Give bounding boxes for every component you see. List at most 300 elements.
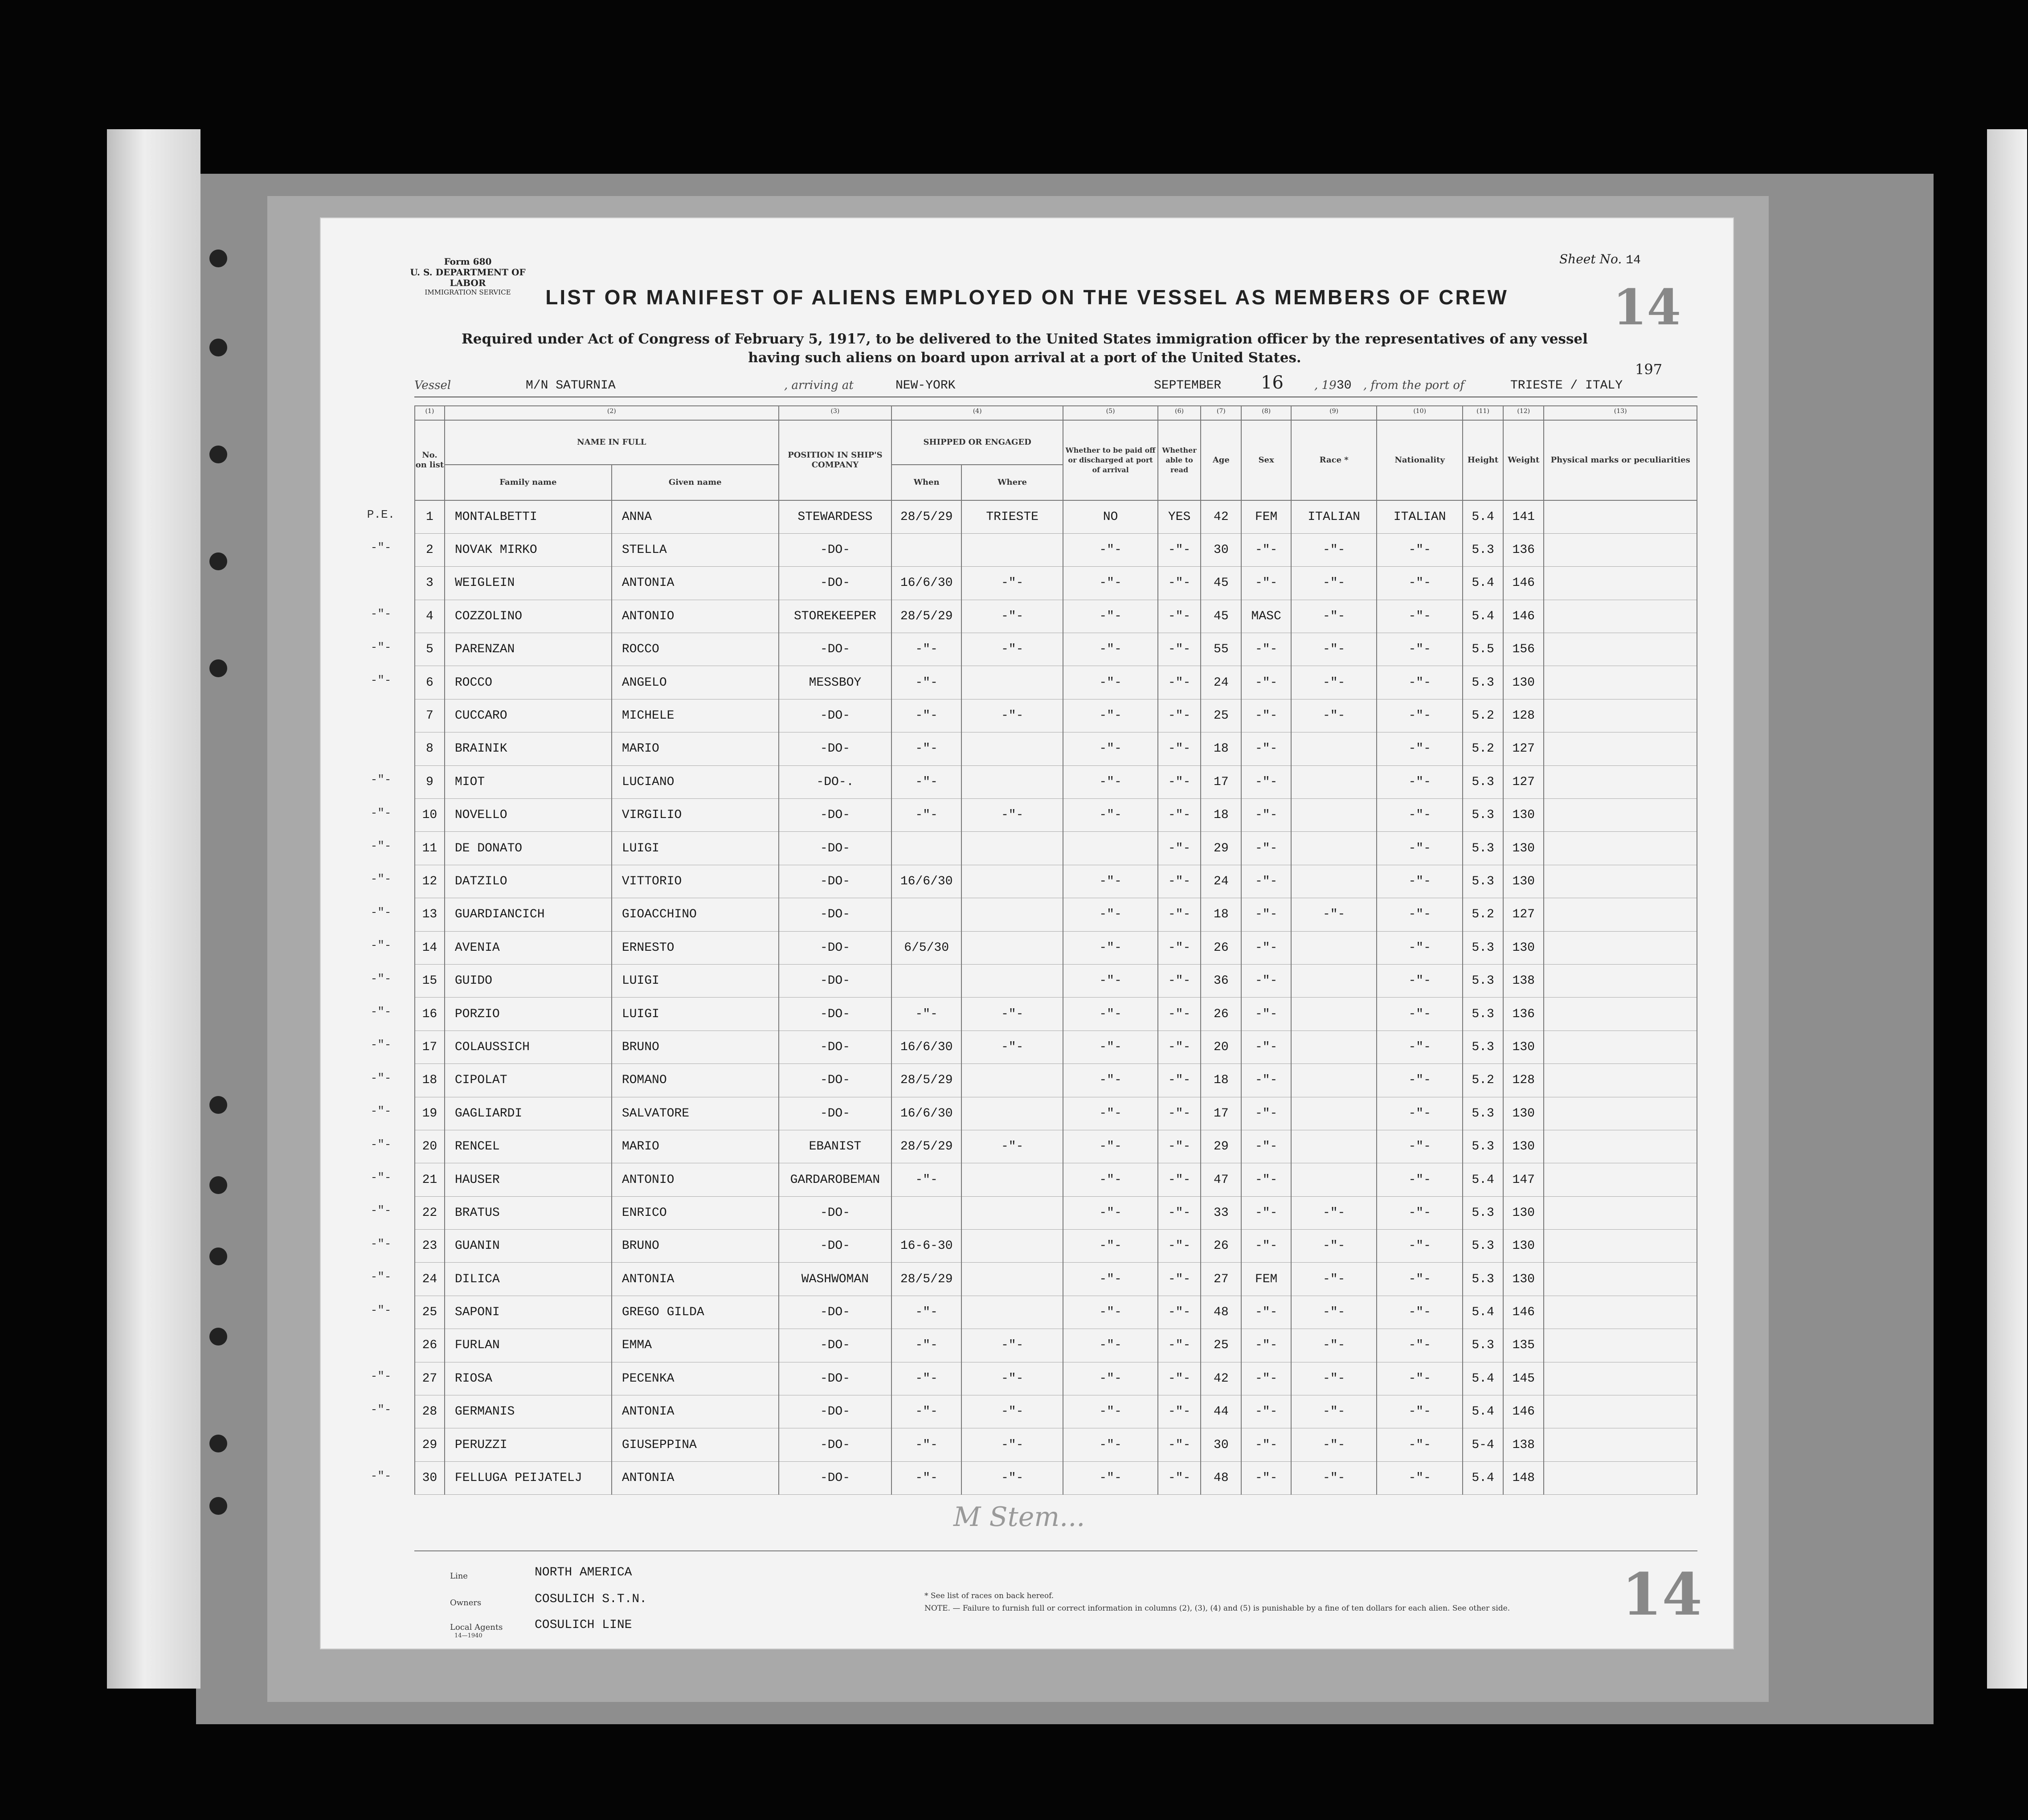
- cell-shipped-when: 16/6/30: [891, 567, 961, 600]
- cell-age: 26: [1201, 1230, 1241, 1263]
- cell-race: -"-: [1291, 1461, 1377, 1494]
- cell-given-name: ANGELO: [612, 666, 779, 699]
- cell-sex: -"-: [1241, 1230, 1291, 1263]
- cell-nationality: -"-: [1377, 567, 1463, 600]
- sheet-number: [1559, 252, 1641, 267]
- cell-shipped-where: -"-: [961, 699, 1063, 732]
- cell-sex: -"-: [1241, 1064, 1291, 1097]
- cell-given-name: ANTONIA: [612, 567, 779, 600]
- arrival-year: 30: [1337, 379, 1352, 393]
- cell-family-name: MONTALBETTI: [445, 500, 612, 533]
- cell-shipped-where: -"-: [961, 1428, 1063, 1461]
- cell-nationality: -"-: [1377, 1031, 1463, 1063]
- cell-given-name: BRUNO: [612, 1031, 779, 1063]
- cell-shipped-when: [891, 533, 961, 566]
- cell-height: 5.3: [1463, 865, 1503, 898]
- cell-height: 5.4: [1463, 600, 1503, 633]
- table-row: [415, 633, 1697, 666]
- cell-sex: -"-: [1241, 799, 1291, 832]
- cell-sex: -"-: [1241, 1196, 1291, 1229]
- cell-family-name: NOVELLO: [445, 799, 612, 832]
- cell-family-name: COLAUSSICH: [445, 1031, 612, 1063]
- cell-age: 26: [1201, 931, 1241, 964]
- cell-family-name: GUIDO: [445, 964, 612, 997]
- cell-position: -DO-: [779, 699, 891, 732]
- header-height: Height: [1463, 420, 1503, 500]
- margin-mark: P.E.: [367, 508, 395, 521]
- cell-shipped-where: [961, 832, 1063, 865]
- binder-hole: [209, 1497, 227, 1515]
- cell-paid-off: -"-: [1063, 699, 1158, 732]
- cell-sex: -"-: [1241, 1362, 1291, 1395]
- cell-weight: 130: [1503, 832, 1544, 865]
- table-row: [415, 898, 1697, 931]
- cell-position: -DO-: [779, 1362, 891, 1395]
- cell-height: 5.4: [1463, 1362, 1503, 1395]
- cell-row-number: 5: [415, 633, 445, 666]
- page-subtitle: Required under Act of Congress of February 5, 1917, to be delivered to the United States immigration officer by the representatives of any vessel having such aliens on board upon arrival at a port of the United States.: [462, 331, 1588, 366]
- manifest-footer: [414, 1550, 1702, 1640]
- cell-nationality: -"-: [1377, 1461, 1463, 1494]
- cell-given-name: STELLA: [612, 533, 779, 566]
- cell-age: 48: [1201, 1296, 1241, 1329]
- cell-family-name: FELLUGA PEIJATELJ: [445, 1461, 612, 1494]
- cell-shipped-where: [961, 666, 1063, 699]
- sheet-stamp-top: 14: [1613, 278, 1681, 336]
- cell-shipped-when: [891, 898, 961, 931]
- cell-given-name: ANTONIA: [612, 1461, 779, 1494]
- cell-physical-marks: [1544, 1130, 1697, 1163]
- cell-shipped-when: -"-: [891, 1163, 961, 1196]
- cell-age: 24: [1201, 865, 1241, 898]
- cell-sex: -"-: [1241, 1097, 1291, 1130]
- cell-shipped-where: [961, 533, 1063, 566]
- cell-height: 5.4: [1463, 567, 1503, 600]
- cell-position: -DO-: [779, 1097, 891, 1130]
- cell-paid-off: -"-: [1063, 1230, 1158, 1263]
- header-age: Age: [1201, 420, 1241, 500]
- table-row: [415, 699, 1697, 732]
- cell-nationality: -"-: [1377, 1230, 1463, 1263]
- cell-shipped-when: -"-: [891, 998, 961, 1031]
- cell-position: -DO-: [779, 1428, 891, 1461]
- cell-able-to-read: -"-: [1158, 1097, 1201, 1130]
- cell-shipped-when: 16-6-30: [891, 1230, 961, 1263]
- cell-age: 25: [1201, 699, 1241, 732]
- cell-row-number: 27: [415, 1362, 445, 1395]
- cell-race: [1291, 832, 1377, 865]
- cell-given-name: MARIO: [612, 732, 779, 765]
- cell-race: [1291, 931, 1377, 964]
- cell-shipped-when: -"-: [891, 732, 961, 765]
- cell-shipped-where: [961, 1097, 1063, 1130]
- cell-row-number: 8: [415, 732, 445, 765]
- cell-able-to-read: -"-: [1158, 865, 1201, 898]
- cell-physical-marks: [1544, 832, 1697, 865]
- margin-mark: -"-: [370, 1469, 392, 1483]
- cell-shipped-where: [961, 765, 1063, 798]
- cell-shipped-when: -"-: [891, 1296, 961, 1329]
- cell-race: -"-: [1291, 1196, 1377, 1229]
- binder-hole: [209, 1176, 227, 1194]
- cell-nationality: -"-: [1377, 1097, 1463, 1130]
- cell-paid-off: -"-: [1063, 1163, 1158, 1196]
- cell-physical-marks: [1544, 898, 1697, 931]
- cell-age: 25: [1201, 1329, 1241, 1362]
- cell-given-name: ANTONIO: [612, 1163, 779, 1196]
- cell-weight: 135: [1503, 1329, 1544, 1362]
- cell-row-number: 2: [415, 533, 445, 566]
- cell-given-name: ERNESTO: [612, 931, 779, 964]
- cell-age: 44: [1201, 1395, 1241, 1428]
- cell-weight: 128: [1503, 1064, 1544, 1097]
- cell-able-to-read: -"-: [1158, 931, 1201, 964]
- handwritten-signature: M Stem...: [953, 1501, 1085, 1533]
- cell-physical-marks: [1544, 1329, 1697, 1362]
- cell-physical-marks: [1544, 1395, 1697, 1428]
- cell-paid-off: NO: [1063, 500, 1158, 533]
- cell-sex: -"-: [1241, 865, 1291, 898]
- cell-weight: 146: [1503, 1296, 1544, 1329]
- cell-height: 5.3: [1463, 832, 1503, 865]
- cell-height: 5.4: [1463, 1163, 1503, 1196]
- margin-mark: -"-: [370, 674, 392, 687]
- cell-height: 5.2: [1463, 1064, 1503, 1097]
- cell-height: 5.2: [1463, 732, 1503, 765]
- cell-able-to-read: -"-: [1158, 1395, 1201, 1428]
- cell-height: 5.4: [1463, 1395, 1503, 1428]
- cell-able-to-read: -"-: [1158, 1163, 1201, 1196]
- table-row: [415, 1362, 1697, 1395]
- cell-paid-off: -"-: [1063, 1064, 1158, 1097]
- cell-position: -DO-: [779, 732, 891, 765]
- cell-age: 36: [1201, 964, 1241, 997]
- cell-height: 5.2: [1463, 699, 1503, 732]
- cell-able-to-read: -"-: [1158, 1263, 1201, 1296]
- cell-position: -DO-: [779, 832, 891, 865]
- cell-physical-marks: [1544, 964, 1697, 997]
- binder-hole: [209, 1328, 227, 1346]
- cell-physical-marks: [1544, 1230, 1697, 1263]
- cell-able-to-read: -"-: [1158, 898, 1201, 931]
- cell-shipped-when: -"-: [891, 1461, 961, 1494]
- cell-position: -DO-: [779, 1064, 891, 1097]
- cell-sex: -"-: [1241, 1461, 1291, 1494]
- cell-race: -"-: [1291, 600, 1377, 633]
- header-shipped: SHIPPED OR ENGAGED: [891, 420, 1063, 465]
- binder-hole: [209, 1096, 227, 1114]
- owners-label: Owners: [450, 1598, 482, 1607]
- cell-weight: 145: [1503, 1362, 1544, 1395]
- cell-family-name: RENCEL: [445, 1130, 612, 1163]
- table-row: [415, 832, 1697, 865]
- cell-height: 5.3: [1463, 998, 1503, 1031]
- cell-weight: 136: [1503, 533, 1544, 566]
- cell-physical-marks: [1544, 633, 1697, 666]
- cell-shipped-where: [961, 964, 1063, 997]
- table-row: [415, 1329, 1697, 1362]
- margin-mark: -"-: [370, 1005, 392, 1018]
- cell-shipped-where: [961, 1196, 1063, 1229]
- cell-able-to-read: -"-: [1158, 666, 1201, 699]
- cell-shipped-where: -"-: [961, 633, 1063, 666]
- cell-row-number: 24: [415, 1263, 445, 1296]
- cell-race: [1291, 1130, 1377, 1163]
- vessel-label: Vessel: [414, 379, 451, 392]
- cell-race: -"-: [1291, 1263, 1377, 1296]
- cell-weight: 148: [1503, 1461, 1544, 1494]
- margin-mark: -"-: [370, 1104, 392, 1118]
- cell-physical-marks: [1544, 666, 1697, 699]
- cell-family-name: NOVAK MIRKO: [445, 533, 612, 566]
- binder-hole: [209, 249, 227, 267]
- cell-shipped-where: [961, 1230, 1063, 1263]
- margin-mark: -"-: [370, 905, 392, 919]
- cell-nationality: -"-: [1377, 964, 1463, 997]
- cell-position: -DO-: [779, 633, 891, 666]
- cell-height: 5.4: [1463, 1461, 1503, 1494]
- cell-height: 5.3: [1463, 666, 1503, 699]
- cell-nationality: -"-: [1377, 832, 1463, 865]
- cell-able-to-read: -"-: [1158, 1196, 1201, 1229]
- cell-physical-marks: [1544, 1296, 1697, 1329]
- cell-paid-off: -"-: [1063, 931, 1158, 964]
- cell-shipped-where: -"-: [961, 1461, 1063, 1494]
- cell-family-name: COZZOLINO: [445, 600, 612, 633]
- cell-height: 5.3: [1463, 1196, 1503, 1229]
- cell-height: 5.3: [1463, 1130, 1503, 1163]
- cell-paid-off: -"-: [1063, 1329, 1158, 1362]
- cell-weight: 138: [1503, 1428, 1544, 1461]
- cell-race: [1291, 765, 1377, 798]
- cell-given-name: ANNA: [612, 500, 779, 533]
- cell-age: 33: [1201, 1196, 1241, 1229]
- cell-height: 5.2: [1463, 898, 1503, 931]
- cell-paid-off: -"-: [1063, 1461, 1158, 1494]
- cell-paid-off: -"-: [1063, 1031, 1158, 1063]
- cell-sex: -"-: [1241, 1296, 1291, 1329]
- cell-weight: 127: [1503, 898, 1544, 931]
- departure-port: TRIESTE / ITALY: [1510, 379, 1623, 393]
- cell-able-to-read: -"-: [1158, 799, 1201, 832]
- cell-height: 5.3: [1463, 533, 1503, 566]
- cell-sex: -"-: [1241, 666, 1291, 699]
- cell-nationality: -"-: [1377, 898, 1463, 931]
- cell-row-number: 22: [415, 1196, 445, 1229]
- cell-family-name: DATZILO: [445, 865, 612, 898]
- cell-given-name: LUCIANO: [612, 765, 779, 798]
- cell-given-name: VITTORIO: [612, 865, 779, 898]
- cell-able-to-read: -"-: [1158, 1428, 1201, 1461]
- cell-family-name: PORZIO: [445, 998, 612, 1031]
- cell-weight: 130: [1503, 1263, 1544, 1296]
- cell-weight: 127: [1503, 732, 1544, 765]
- margin-mark: -"-: [370, 806, 392, 820]
- cell-paid-off: -"-: [1063, 765, 1158, 798]
- cell-weight: 130: [1503, 1130, 1544, 1163]
- right-binder-strip: [1987, 129, 2027, 1689]
- cell-age: 42: [1201, 500, 1241, 533]
- cell-nationality: -"-: [1377, 1296, 1463, 1329]
- arriving-label: , arriving at: [784, 379, 854, 392]
- cell-sex: -"-: [1241, 1329, 1291, 1362]
- margin-mark: -"-: [370, 1270, 392, 1284]
- cell-sex: -"-: [1241, 1395, 1291, 1428]
- cell-given-name: LUIGI: [612, 964, 779, 997]
- cell-family-name: CUCCARO: [445, 699, 612, 732]
- cell-paid-off: -"-: [1063, 865, 1158, 898]
- header-sex: Sex: [1241, 420, 1291, 500]
- cell-shipped-when: 28/5/29: [891, 1064, 961, 1097]
- cell-shipped-where: [961, 1064, 1063, 1097]
- table-row: [415, 765, 1697, 798]
- cell-shipped-when: -"-: [891, 1329, 961, 1362]
- cell-age: 42: [1201, 1362, 1241, 1395]
- cell-family-name: GERMANIS: [445, 1395, 612, 1428]
- cell-family-name: AVENIA: [445, 931, 612, 964]
- cell-weight: 130: [1503, 865, 1544, 898]
- manifest-sheet: [321, 218, 1733, 1648]
- col-num-6: (6): [1158, 406, 1201, 420]
- cell-sex: -"-: [1241, 1428, 1291, 1461]
- col-num-12: (12): [1503, 406, 1544, 420]
- header-when: When: [891, 465, 961, 500]
- cell-physical-marks: [1544, 865, 1697, 898]
- cell-height: 5.3: [1463, 1263, 1503, 1296]
- cell-family-name: WEIGLEIN: [445, 567, 612, 600]
- cell-physical-marks: [1544, 699, 1697, 732]
- cell-given-name: LUIGI: [612, 832, 779, 865]
- binder-hole: [209, 659, 227, 677]
- cell-weight: 130: [1503, 1031, 1544, 1063]
- header-able-read: Whether able to read: [1158, 420, 1201, 500]
- cell-sex: -"-: [1241, 732, 1291, 765]
- cell-given-name: GREGO GILDA: [612, 1296, 779, 1329]
- cell-shipped-when: -"-: [891, 799, 961, 832]
- cell-paid-off: -"-: [1063, 799, 1158, 832]
- cell-weight: 146: [1503, 600, 1544, 633]
- cell-physical-marks: [1544, 1031, 1697, 1063]
- cell-given-name: ROCCO: [612, 633, 779, 666]
- left-binder-strip: [107, 129, 200, 1689]
- cell-nationality: -"-: [1377, 931, 1463, 964]
- cell-able-to-read: -"-: [1158, 832, 1201, 865]
- cell-position: -DO-: [779, 567, 891, 600]
- cell-physical-marks: [1544, 1064, 1697, 1097]
- cell-able-to-read: -"-: [1158, 1031, 1201, 1063]
- cell-shipped-when: 16/6/30: [891, 1031, 961, 1063]
- cell-family-name: SAPONI: [445, 1296, 612, 1329]
- cell-physical-marks: [1544, 567, 1697, 600]
- margin-mark: -"-: [370, 607, 392, 621]
- header-given-name: Given name: [612, 465, 779, 500]
- cell-age: 18: [1201, 1064, 1241, 1097]
- table-row: [415, 1163, 1697, 1196]
- table-row: [415, 567, 1697, 600]
- col-num-13: (13): [1544, 406, 1697, 420]
- cell-row-number: 9: [415, 765, 445, 798]
- cell-race: -"-: [1291, 1329, 1377, 1362]
- cell-shipped-when: 28/5/29: [891, 1263, 961, 1296]
- margin-mark: -"-: [370, 939, 392, 953]
- cell-paid-off: [1063, 832, 1158, 865]
- arrival-day: 16: [1261, 372, 1284, 393]
- cell-age: 30: [1201, 1428, 1241, 1461]
- cell-shipped-where: [961, 1296, 1063, 1329]
- table-row: [415, 732, 1697, 765]
- cell-shipped-where: [961, 898, 1063, 931]
- cell-able-to-read: YES: [1158, 500, 1201, 533]
- crew-manifest-table: [414, 405, 1697, 1495]
- cell-shipped-where: [961, 931, 1063, 964]
- col-num-9: (9): [1291, 406, 1377, 420]
- cell-paid-off: -"-: [1063, 1097, 1158, 1130]
- col-num-5: (5): [1063, 406, 1158, 420]
- table-row: [415, 1263, 1697, 1296]
- cell-sex: MASC: [1241, 600, 1291, 633]
- cell-weight: 146: [1503, 567, 1544, 600]
- cell-nationality: ITALIAN: [1377, 500, 1463, 533]
- cell-paid-off: -"-: [1063, 600, 1158, 633]
- table-body: [415, 500, 1697, 1495]
- cell-family-name: DILICA: [445, 1263, 612, 1296]
- binder-hole: [209, 1435, 227, 1452]
- cell-given-name: MICHELE: [612, 699, 779, 732]
- cell-shipped-when: -"-: [891, 666, 961, 699]
- cell-nationality: -"-: [1377, 533, 1463, 566]
- cell-shipped-when: 16/6/30: [891, 1097, 961, 1130]
- sheet-value: 14: [1626, 254, 1641, 267]
- cell-given-name: GIOACCHINO: [612, 898, 779, 931]
- cell-nationality: -"-: [1377, 1428, 1463, 1461]
- cell-shipped-when: -"-: [891, 699, 961, 732]
- year-label: , 19: [1314, 379, 1337, 392]
- cell-family-name: BRAINIK: [445, 732, 612, 765]
- table-row: [415, 1130, 1697, 1163]
- cell-race: -"-: [1291, 633, 1377, 666]
- cell-nationality: -"-: [1377, 1329, 1463, 1362]
- cell-paid-off: -"-: [1063, 964, 1158, 997]
- table-row: [415, 1230, 1697, 1263]
- cell-paid-off: -"-: [1063, 533, 1158, 566]
- col-num-8: (8): [1241, 406, 1291, 420]
- binder-hole: [209, 446, 227, 463]
- table-row: [415, 600, 1697, 633]
- cell-sex: -"-: [1241, 1031, 1291, 1063]
- cell-shipped-where: -"-: [961, 600, 1063, 633]
- cell-able-to-read: -"-: [1158, 699, 1201, 732]
- cell-row-number: 4: [415, 600, 445, 633]
- cell-physical-marks: [1544, 1263, 1697, 1296]
- cell-shipped-when: 6/5/30: [891, 931, 961, 964]
- cell-row-number: 25: [415, 1296, 445, 1329]
- cell-position: -DO-: [779, 1196, 891, 1229]
- cell-row-number: 30: [415, 1461, 445, 1494]
- cell-row-number: 12: [415, 865, 445, 898]
- cell-sex: -"-: [1241, 1130, 1291, 1163]
- cell-shipped-when: 28/5/29: [891, 1130, 961, 1163]
- table-row: [415, 500, 1697, 533]
- cell-physical-marks: [1544, 732, 1697, 765]
- cell-sex: -"-: [1241, 832, 1291, 865]
- cell-physical-marks: [1544, 533, 1697, 566]
- page-number: 197: [1635, 361, 1663, 378]
- cell-sex: -"-: [1241, 765, 1291, 798]
- agents-label: Local Agents: [450, 1623, 503, 1632]
- cell-sex: FEM: [1241, 1263, 1291, 1296]
- margin-mark: -"-: [370, 1303, 392, 1317]
- agents-value: COSULICH LINE: [535, 1618, 632, 1632]
